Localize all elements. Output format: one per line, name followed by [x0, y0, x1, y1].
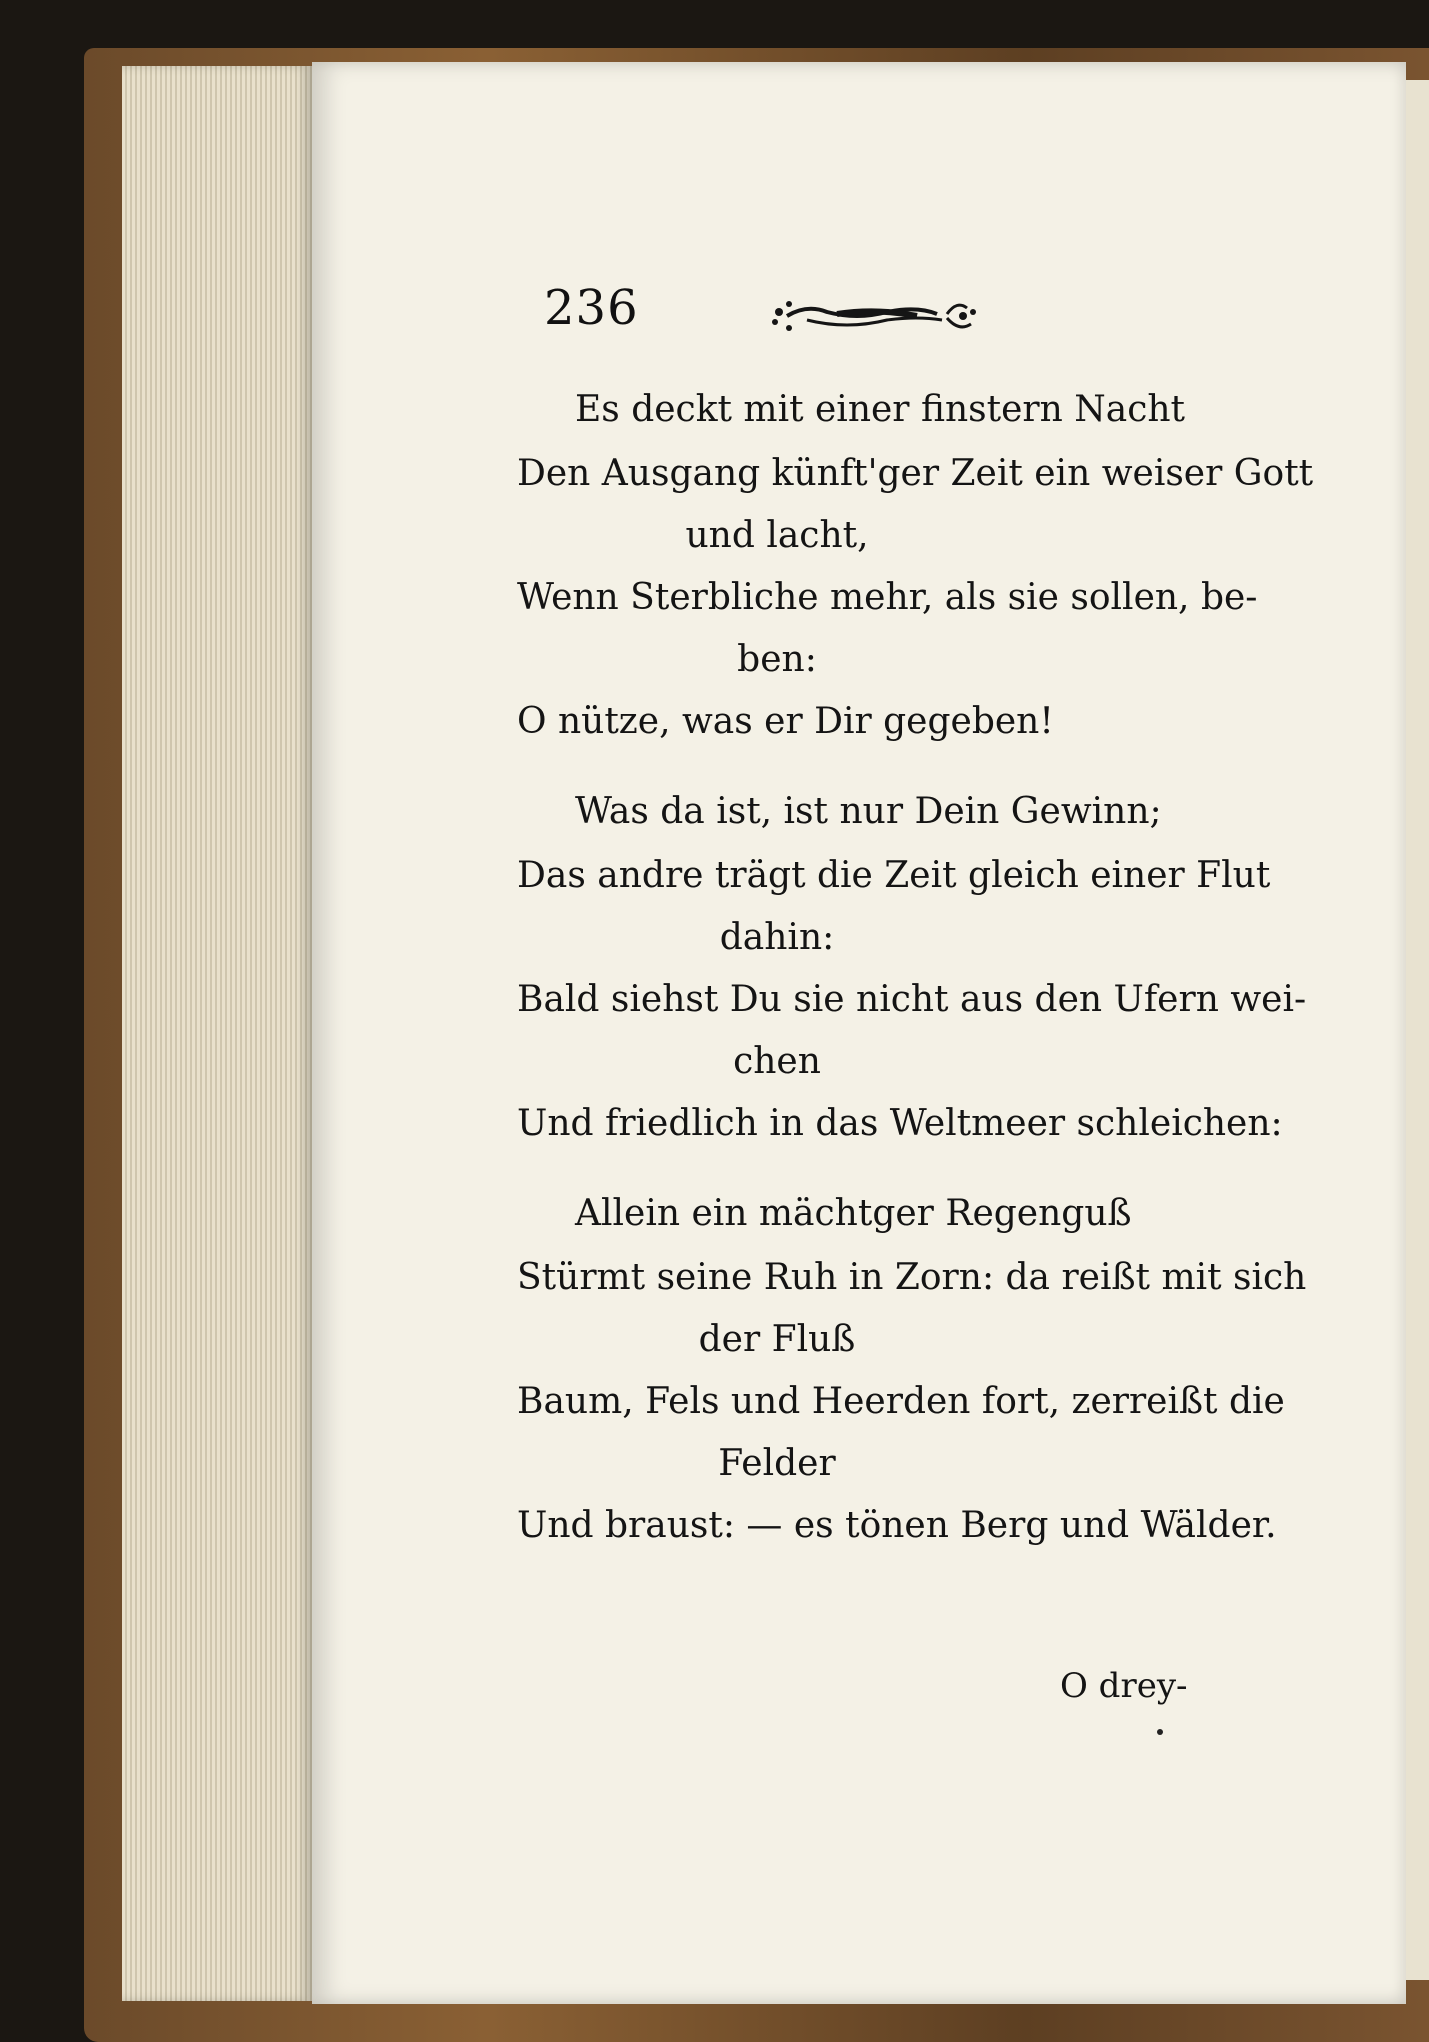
poem-line: Bald siehst Du sie nicht aus den Ufern wei-	[517, 979, 1307, 1020]
page-edges	[122, 66, 312, 2001]
facing-page-edge	[1404, 80, 1429, 1980]
page-number: 236	[544, 280, 639, 336]
poem-line: Wenn Sterbliche mehr, als sie sollen, be-	[517, 577, 1258, 618]
book-page	[312, 62, 1406, 2004]
poem	[517, 378, 1314, 1584]
poem-line: und lacht,	[685, 515, 869, 556]
catchword: O drey-	[1060, 1666, 1188, 1706]
poem-line: O nütze, was er Dir gegeben!	[517, 701, 1054, 742]
poem-line: Baum, Fels und Heerden fort, zerreißt die	[517, 1381, 1285, 1422]
poem-line: der Fluß	[698, 1319, 856, 1360]
poem-line: Allein ein mächtger Regenguß	[575, 1193, 1132, 1234]
stanza	[517, 780, 1307, 1156]
poem-line: Und friedlich in das Weltmeer schleichen:	[517, 1103, 1283, 1144]
poem-line: dahin:	[719, 917, 835, 958]
poem-line: Was da ist, ist nur Dein Gewinn;	[575, 791, 1162, 832]
poem-line: Und braust: — es tönen Berg und Wälder.	[517, 1505, 1277, 1546]
stanza	[517, 378, 1314, 754]
fleuron-ornament-icon	[767, 290, 982, 342]
poem-line: Das andre trägt die Zeit gleich einer Flut	[517, 855, 1271, 896]
poem-line: Felder	[718, 1443, 836, 1484]
poem-line: Stürmt seine Ruh in Zorn: da reißt mit sich	[517, 1257, 1307, 1298]
poem-line: Es deckt mit einer finstern Nacht	[575, 389, 1186, 430]
poem-line: ben:	[737, 639, 817, 680]
ink-dot	[1157, 1729, 1163, 1735]
stanza	[517, 1182, 1307, 1558]
poem-line: Den Ausgang künft'ger Zeit ein weiser Gott	[517, 453, 1314, 494]
poem-line: chen	[733, 1041, 821, 1082]
